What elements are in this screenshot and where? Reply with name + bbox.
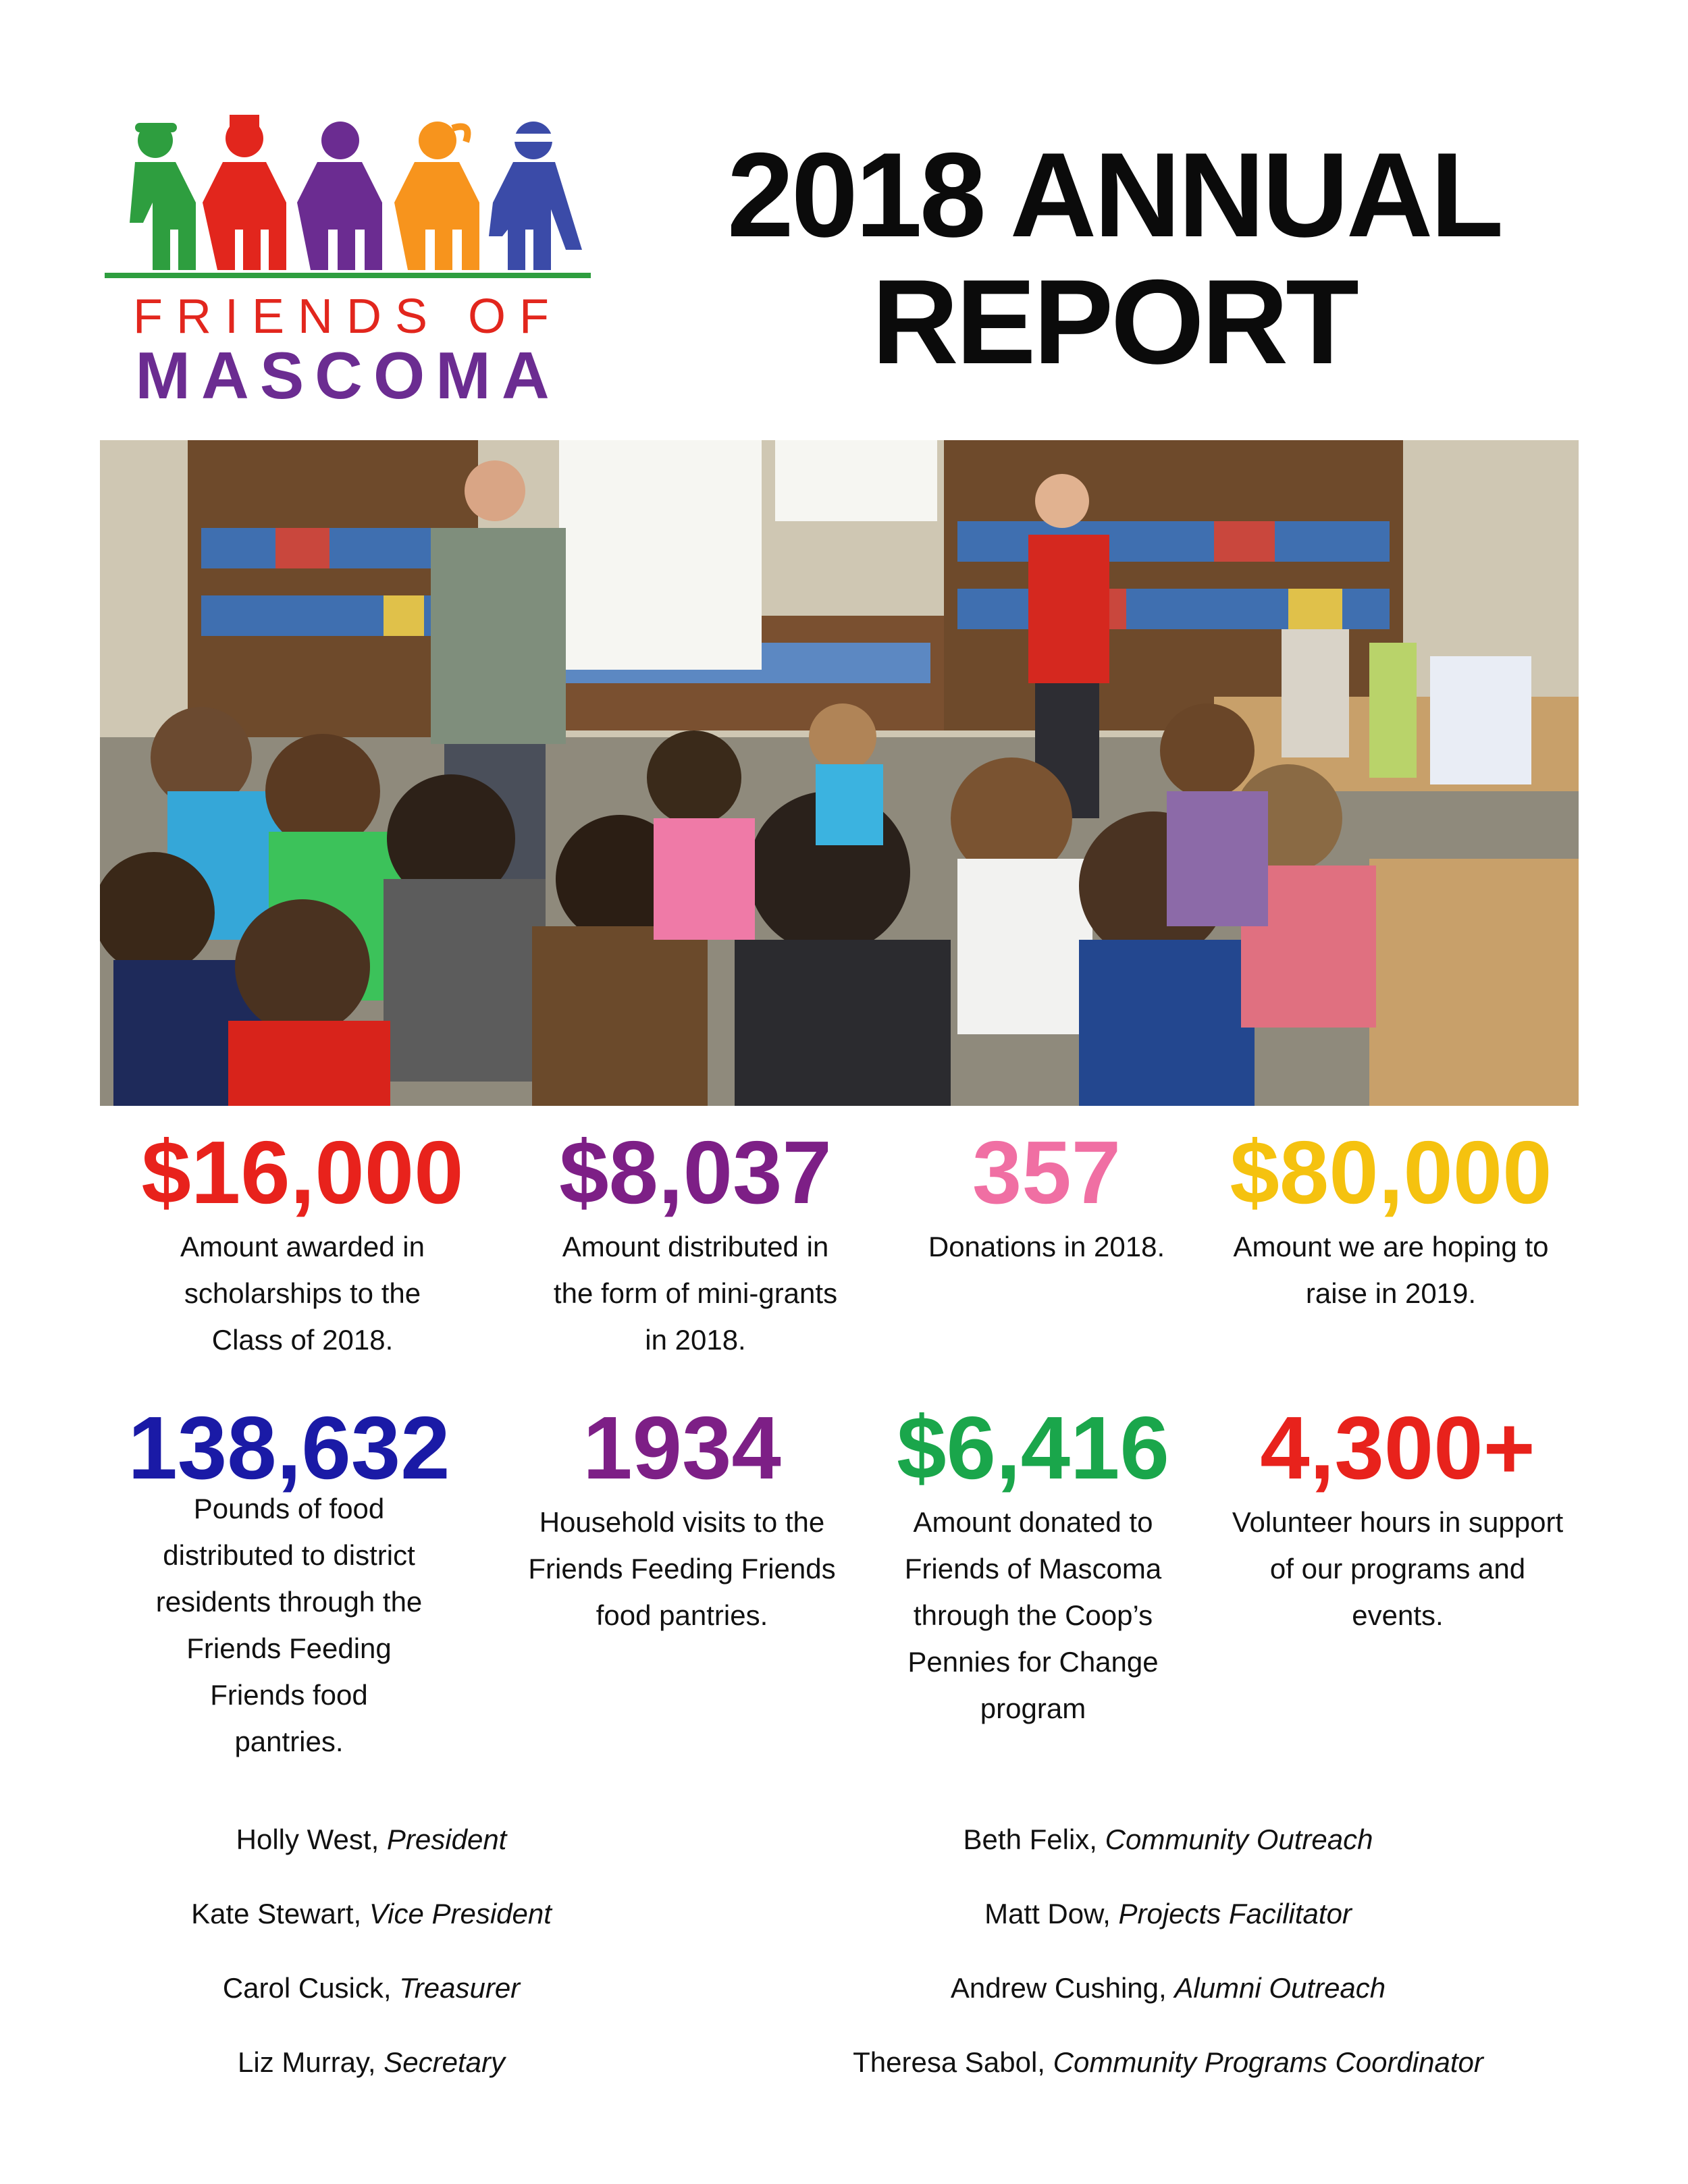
page-title bbox=[648, 128, 1580, 389]
stat-description: Volunteer hours in support of our programs and events. bbox=[1232, 1506, 1564, 1631]
stat-value: 1934 bbox=[583, 1398, 781, 1497]
officer-row bbox=[135, 1877, 608, 1951]
stat-household-visits bbox=[506, 1397, 858, 1639]
officers-left-column bbox=[135, 1803, 608, 2100]
officers-right-column bbox=[797, 1803, 1539, 2100]
officer-name: Theresa Sabol, bbox=[853, 2046, 1045, 2078]
stat-value: 357 bbox=[972, 1123, 1122, 1222]
stat-pennies-for-change bbox=[858, 1397, 1209, 1732]
stat-donations bbox=[905, 1122, 1188, 1270]
officer-row bbox=[135, 2025, 608, 2100]
stat-value: $8,037 bbox=[559, 1123, 832, 1222]
stat-pounds-of-food bbox=[100, 1397, 478, 1765]
officer-row bbox=[135, 1803, 608, 1877]
officer-row bbox=[797, 1877, 1539, 1951]
officer-row bbox=[135, 1951, 608, 2025]
people-logo-icon bbox=[101, 108, 594, 284]
stat-description: Household visits to the Friends Feeding Friends food pantries. bbox=[528, 1506, 836, 1631]
officer-name: Kate Stewart, bbox=[191, 1898, 362, 1929]
officer-row bbox=[797, 1951, 1539, 2025]
logo-text-friends-of: FRIENDS OF bbox=[132, 290, 562, 344]
stat-description: Donations in 2018. bbox=[928, 1231, 1165, 1262]
stat-mini-grants bbox=[513, 1122, 878, 1363]
officer-name: Matt Dow, bbox=[984, 1898, 1111, 1929]
officer-row bbox=[797, 2025, 1539, 2100]
stat-scholarships bbox=[100, 1122, 505, 1363]
stat-fundraising-goal bbox=[1195, 1122, 1587, 1316]
stat-value: $6,416 bbox=[897, 1398, 1169, 1497]
officer-role: Community Outreach bbox=[1105, 1823, 1373, 1855]
officer-row bbox=[797, 1803, 1539, 1877]
stat-description: Amount we are hoping to raise in 2019. bbox=[1233, 1231, 1549, 1309]
stat-value: $16,000 bbox=[141, 1123, 464, 1222]
title-line-1: 2018 ANNUAL bbox=[727, 128, 1502, 262]
stat-volunteer-hours bbox=[1209, 1397, 1587, 1639]
officer-role: Secretary bbox=[384, 2046, 505, 2078]
stat-description: Amount donated to Friends of Mascoma through the Coop’s Pennies for Change program bbox=[904, 1506, 1162, 1724]
officer-name: Holly West, bbox=[236, 1823, 379, 1855]
officer-role: Vice President bbox=[369, 1898, 552, 1929]
stat-value: $80,000 bbox=[1230, 1123, 1552, 1222]
officer-role: Community Programs Coordinator bbox=[1053, 2046, 1483, 2078]
officer-role: Treasurer bbox=[399, 1972, 521, 2004]
friends-of-mascoma-logo bbox=[101, 108, 594, 412]
officer-name: Andrew Cushing, bbox=[950, 1972, 1167, 2004]
officer-name: Carol Cusick, bbox=[222, 1972, 392, 2004]
stat-description: Amount awarded in scholarships to the Class of 2018. bbox=[180, 1231, 425, 1356]
officer-role: President bbox=[386, 1823, 507, 1855]
stat-value: 4,300+ bbox=[1260, 1398, 1535, 1497]
logo-text-mascoma: MASCOMA bbox=[135, 338, 560, 412]
officer-role: Alumni Outreach bbox=[1174, 1972, 1386, 2004]
title-line-2: REPORT bbox=[872, 255, 1356, 389]
library-event-photo bbox=[100, 440, 1579, 1106]
photo-illustration bbox=[100, 440, 1579, 1106]
stat-description: Amount distributed in the form of mini-grants in 2018. bbox=[553, 1231, 838, 1356]
officer-name: Beth Felix, bbox=[963, 1823, 1097, 1855]
officer-role: Projects Facilitator bbox=[1118, 1898, 1352, 1929]
officer-name: Liz Murray, bbox=[238, 2046, 376, 2078]
stat-description: Pounds of food distributed to district residents through the Friends Feeding Friends food pantries. bbox=[155, 1493, 423, 1757]
stat-value: 138,632 bbox=[128, 1398, 450, 1497]
